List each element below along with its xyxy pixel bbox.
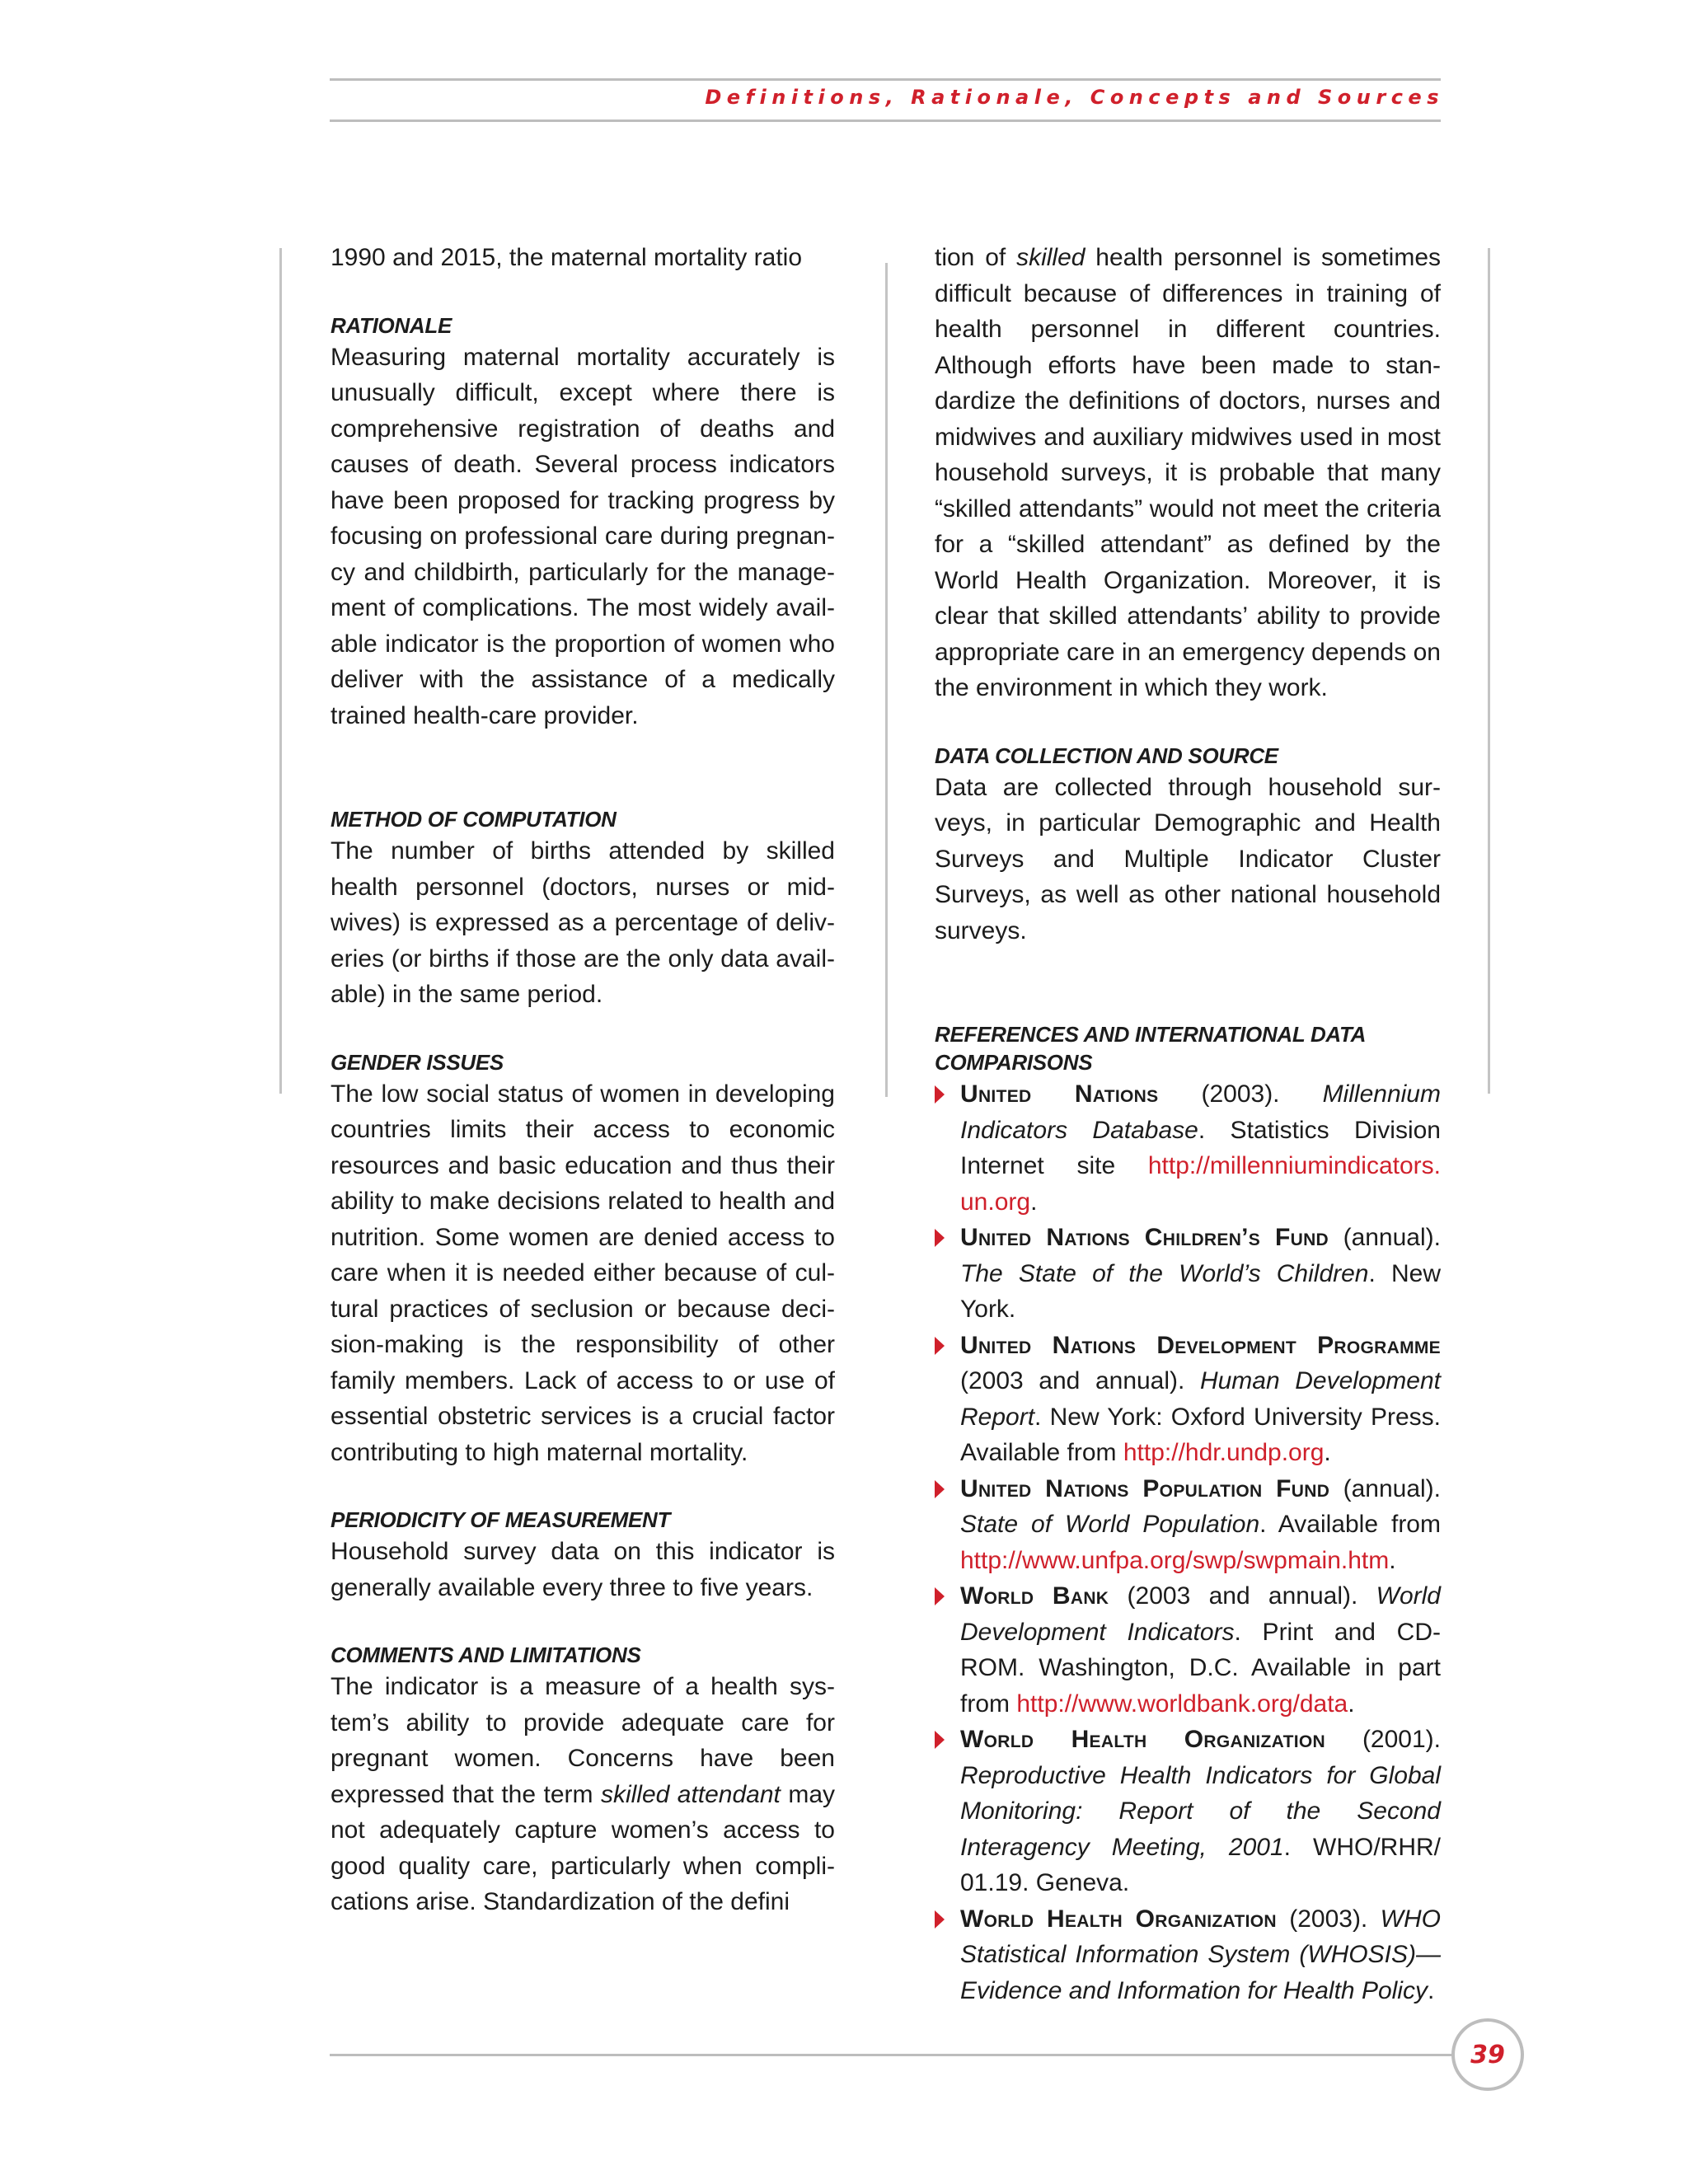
header-top-rule	[330, 78, 1441, 81]
reference-link[interactable]: http://hdr.undp.org	[1123, 1439, 1325, 1466]
references-heading-line2: COMPARISONS	[935, 1050, 1093, 1075]
reference-item: World Health Organization (2001). Reproductive Health Indicators for Global Monitoring: Report of the Second Interagency Meeting, 2001. WHO/RHR/ 01.19. Geneva.	[935, 1722, 1441, 1901]
left-margin-line	[279, 248, 282, 1094]
continuation-end: health personnel is sometimes difficult because of differences in training of health personnel in different countries. Although efforts have been made to standardize the definitions of doctors, nurses and midwives and auxiliary midwives used in most household surveys, it is probable that many “skilled attendants” would not meet the criteria for a “skilled attendant” as defined by the World Health Organization. Moreover, it is clear that skilled attendants’ ability to provide appropriate care in an emergency depends on the environment in which they work.	[935, 244, 1442, 701]
triangle-bullet-icon	[935, 1910, 945, 1929]
running-header: Definitions, Rationale, Concepts and Sources	[705, 86, 1444, 109]
reference-title: Millennium Indicators Database	[960, 1080, 1441, 1144]
continuation-body	[935, 240, 1441, 706]
rationale-heading: RATIONALE	[331, 312, 452, 338]
reference-link[interactable]: http://millenniumindicators. un.org	[960, 1152, 1441, 1216]
reference-title: Human Development Report	[960, 1367, 1442, 1431]
page-number-badge	[1451, 2018, 1524, 2091]
triangle-bullet-icon	[935, 1480, 945, 1498]
page-number: 39	[1470, 2040, 1505, 2069]
periodicity-heading: PERIODICITY OF MEASUREMENT	[331, 1507, 671, 1532]
reference-item: World Health Organization (2003). WHO Statistical Information System (WHOSIS)—Evidence and Information for Health Policy.	[935, 1901, 1441, 2009]
triangle-bullet-icon	[935, 1587, 945, 1605]
data-collection-heading: DATA COLLECTION AND SOURCE	[935, 743, 1278, 768]
reference-org: United Nations	[960, 1080, 1159, 1108]
left-column	[331, 240, 835, 1920]
reference-link[interactable]: http://www.unfpa.org/swp/swpmain.htm	[960, 1546, 1390, 1574]
reference-link[interactable]: http://www.worldbank.org/data	[1016, 1690, 1348, 1718]
triangle-bullet-icon	[935, 1337, 945, 1355]
column-divider	[885, 263, 888, 1097]
comments-body-start: The indicator is a measure of a health system’s ability to provide adequate care for pregnant women. Concerns have been expressed that the term	[331, 1673, 835, 1808]
footer-rule	[330, 2054, 1455, 2056]
rationale-body: Measuring maternal mortality accurately is unusually difficult, except where there is comprehensive registration of deaths and causes of death. Several process indicators have been proposed for tracking progress by focusing on professional care during pregnancy and childbirth, particularly for the management of complications. The most widely available indicator is the proportion of women who deliver with the assistance of a medically trained health-care provider.	[331, 343, 835, 729]
reference-org: United Nations Children’s Fund	[960, 1224, 1329, 1251]
comments-body	[331, 1669, 835, 1920]
reference-item: United Nations Development Programme (2003 and annual). Human Development Report. New York: Oxford University Press. Available from http://hdr.undp.org.	[935, 1328, 1441, 1471]
reference-item: United Nations Children’s Fund (annual). The State of the World’s Children. New York.	[935, 1220, 1441, 1328]
reference-title: World Development Indicators	[960, 1582, 1441, 1646]
comments-heading: COMMENTS AND LIMITATIONS	[331, 1643, 641, 1667]
triangle-bullet-icon	[935, 1731, 945, 1749]
reference-item: United Nations Population Fund (annual). State of World Population. Available from http://www.unfpa.org/swp/swpmain.htm.	[935, 1471, 1441, 1579]
method-heading: METHOD OF COMPUTATION	[331, 807, 617, 832]
continuation-emphasis: skilled	[1016, 244, 1085, 271]
comments-body-end: may not adequately capture women’s access to good quality care, particularly when complications arise. Standardization of the defini	[331, 1780, 836, 1915]
reference-item: World Bank (2003 and annual). World Development Indicators. Print and CD-ROM. Washington, D.C. Available in part from http://www.worldbank.org/data.	[935, 1578, 1441, 1722]
gender-heading: GENDER ISSUES	[331, 1049, 504, 1075]
reference-org: United Nations Population Fund	[960, 1474, 1330, 1502]
reference-title: Reproductive Health Indicators for Global Monitoring: Report of the Second Interagency Meeting, 2001	[960, 1761, 1441, 1861]
reference-item: United Nations (2003). Millennium Indicators Database. Statistics Division Internet site http://millenniumindicators. un.org.	[935, 1076, 1441, 1220]
opening-fragment: 1990 and 2015, the maternal mortality ratio	[331, 244, 803, 271]
reference-org: United Nations Development Programme	[960, 1331, 1441, 1359]
triangle-bullet-icon	[935, 1085, 945, 1104]
comments-emphasis: skilled attendant	[600, 1780, 781, 1808]
reference-org: World Health Organization	[960, 1726, 1325, 1753]
reference-org: World Health Organization	[960, 1905, 1277, 1933]
references-heading	[935, 1020, 1441, 1076]
header-bottom-rule	[330, 120, 1441, 122]
right-column	[935, 240, 1441, 2008]
data-collection-body: Data are collected through household surveys, in particular Demographic and Health Surveys and Multiple Indicator Cluster Surveys, as well as other national household surveys.	[935, 773, 1441, 944]
triangle-bullet-icon	[935, 1229, 945, 1247]
method-body: The number of births attended by skilled health personnel (doctors, nurses or midwives) is expressed as a percentage of deliveries (or births if those are the only data available) in the same period.	[331, 837, 835, 1008]
right-margin-line	[1488, 248, 1490, 1094]
periodicity-body: Household survey data on this indicator is generally available every three to five years.	[331, 1538, 835, 1601]
reference-title: WHO Statistical Information System (WHOSIS)—Evidence and Information for Health Policy	[960, 1905, 1441, 2004]
references-list	[935, 1076, 1441, 2008]
continuation-start: tion of	[935, 244, 1017, 271]
gender-body: The low social status of women in developing countries limits their access to economic resources and basic education and thus their ability to make decisions related to health and nutrition. Some women are denied access to care when it is needed either because of cultural practices of seclusion or because decision-making is the responsibility of other family members. Lack of access to or use of essential obstetric services is a crucial factor contributing to high maternal mortality.	[331, 1080, 835, 1466]
references-heading-line1: REFERENCES AND INTERNATIONAL DATA	[935, 1022, 1367, 1047]
reference-title: State of World Population	[960, 1511, 1260, 1538]
reference-title: The State of the World’s Children	[960, 1259, 1369, 1287]
reference-org: World Bank	[960, 1582, 1109, 1610]
